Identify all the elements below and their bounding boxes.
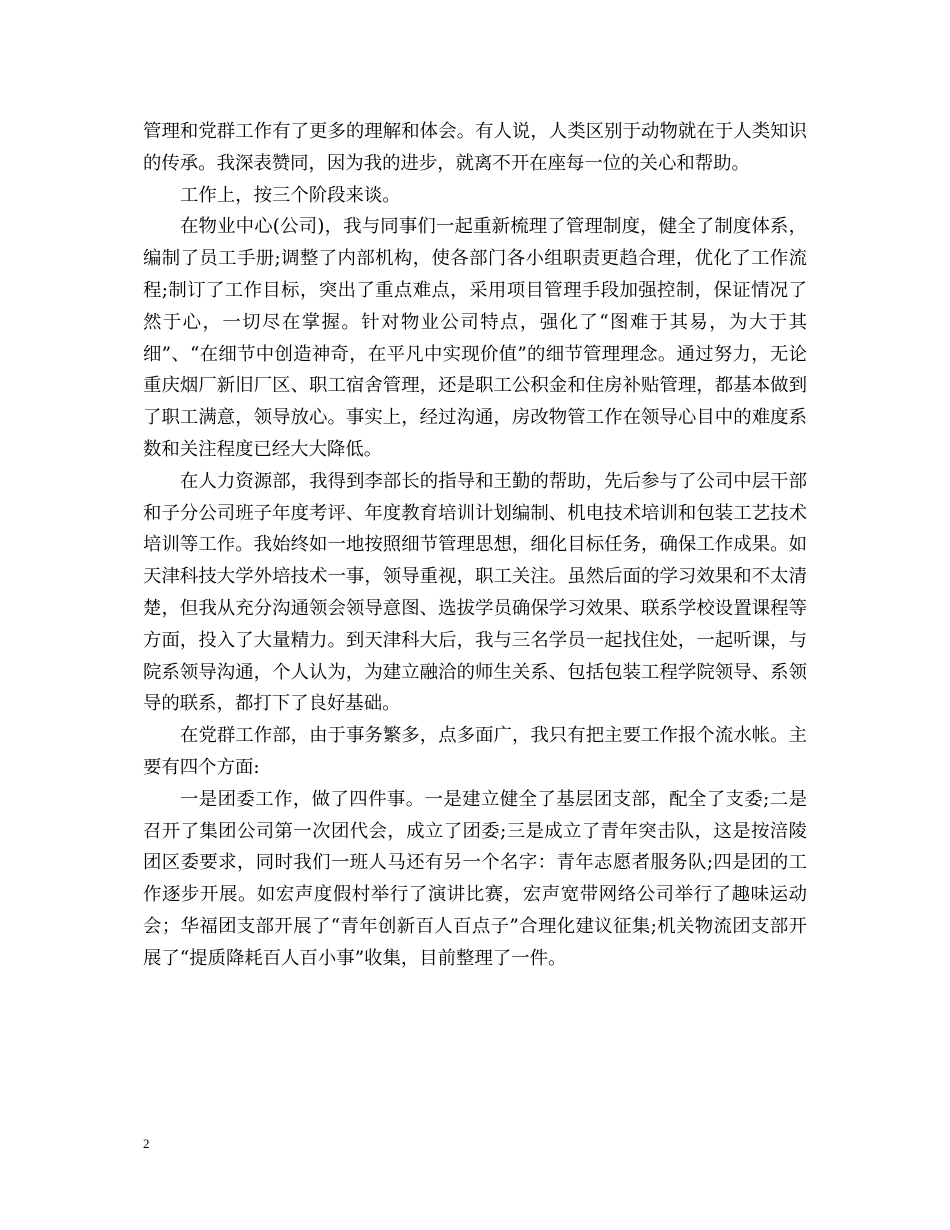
paragraph-6: 一是团委工作，做了四件事。一是建立健全了基层团支部，配全了支委;二是召开了集团公司第一次团代会，成立了团委;三是成立了青年突击队，这是按涪陵团区委要求，同时我们一班人马还有另一个名字：青年志愿者服务队;四是团的工作逐步开展。如宏声度假村举行了演讲比赛，宏声宽带网络公司举行了趣味运动会；华福团支部开展了“青年创新百人百点子”合理化建议征集;机关物流团支部开展了“提质降耗百人百小事”收集，目前整理了一件。 (143, 788, 807, 969)
page-number: 2 (143, 1136, 150, 1151)
paragraph-2: 工作上，按三个阶段来谈。 (180, 184, 401, 206)
paragraph-3: 在物业中心(公司)，我与同事们一起重新梳理了管理制度，健全了制度体系，编制了员工手册;调整了内部机构，使各部门各小组职责更趋合理，优化了工作流程;制订了工作目标，突出了重点难点，采用项目管理手段加强控制，保证情况了然于心，一切尽在掌握。针对物业公司特点，强化了“图难于其易，为大于其细”、“在细节中创造神奇，在平凡中实现价值”的细节管理理念。通过努力，无论重庆烟厂新旧厂区、职工宿舍管理，还是职工公积金和住房补贴管理，都基本做到了职工满意，领导放心。事实上，经过沟通，房改物管工作在领导心目中的难度系数和关注程度已经大大降低。 (143, 216, 807, 460)
document-body (143, 116, 807, 975)
paragraph-5: 在党群工作部，由于事务繁多，点多面广，我只有把主要工作报个流水帐。主要有四个方面: (143, 725, 807, 778)
paragraph-4: 在人力资源部，我得到李部长的指导和王勤的帮助，先后参与了公司中层干部和子分公司班子年度考评、年度教育培训计划编制、机电技术培训和包装工艺技术培训等工作。我始终如一地按照细节管理思想，细化目标任务，确保工作成果。如天津科技大学外培技术一事，领导重视，职工关注。虽然后面的学习效果和不太清楚，但我从充分沟通领会领导意图、选拔学员确保学习效果、联系学校设置课程等方面，投入了大量精力。到天津科大后，我与三名学员一起找住处，一起听课，与院系领导沟通，个人认为，为建立融洽的师生关系、包括包装工程学院领导、系领导的联系，都打下了良好基础。 (143, 470, 807, 715)
paragraph-1: 管理和党群工作有了更多的理解和体会。有人说，人类区别于动物就在于人类知识的传承。我深表赞同，因为我的进步，就离不开在座每一位的关心和帮助。 (143, 121, 807, 174)
